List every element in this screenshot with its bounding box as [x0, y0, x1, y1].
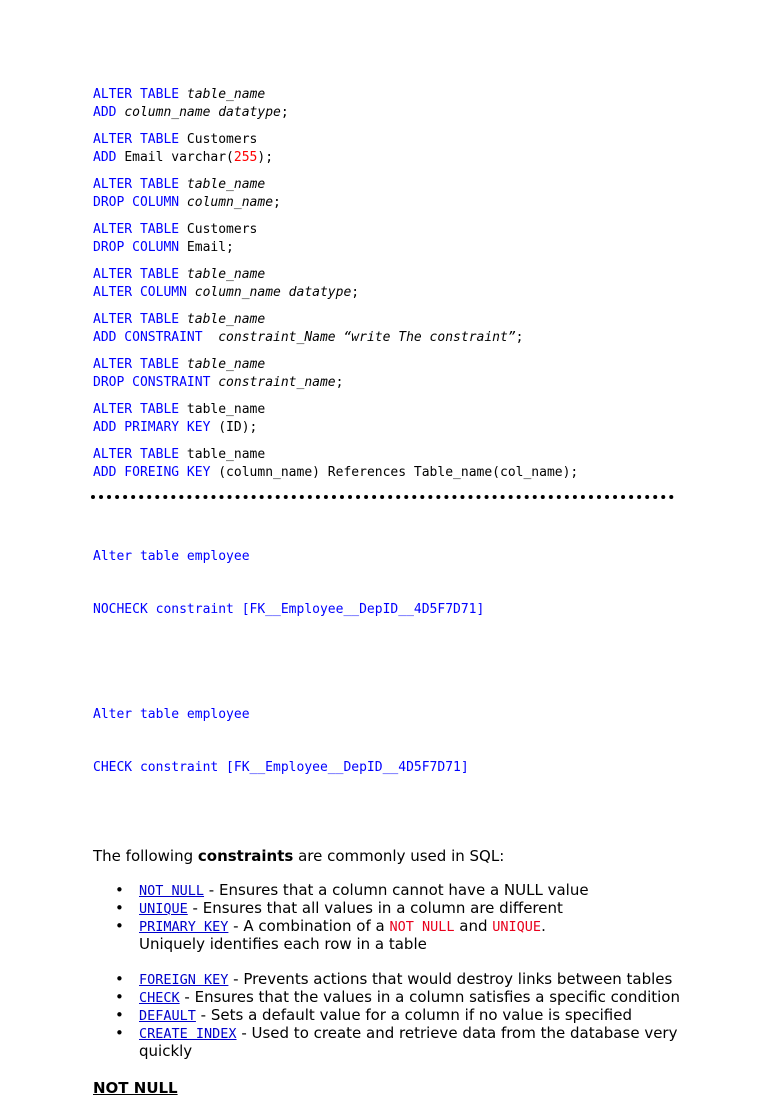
code-block	[93, 86, 693, 121]
code-token: ALTER TABLE	[93, 222, 187, 237]
code-token: (ID);	[218, 419, 258, 435]
code-line	[93, 221, 693, 239]
code-token: ADD PRIMARY KEY	[93, 419, 219, 435]
code-line	[93, 464, 693, 482]
intro-bold: constraints	[197, 847, 294, 865]
create-index-link[interactable]: CREATE INDEX	[139, 1026, 237, 1042]
code-token: ALTER TABLE	[93, 132, 187, 147]
code-token: ALTER TABLE	[93, 177, 187, 192]
code-line	[93, 194, 693, 212]
bullet-icon: •	[115, 1024, 124, 1042]
code-line	[93, 356, 693, 374]
code-token: table_name	[186, 87, 266, 102]
code-line: NOCHECK constraint [FK__Employee__DepID__4D5F7D71]	[93, 601, 485, 617]
code-token: ALTER TABLE	[93, 402, 187, 417]
code-token: constraint_Name “write The constraint”	[218, 329, 516, 345]
code-block	[93, 221, 693, 256]
section-heading: NOT NULL	[93, 1079, 178, 1097]
bullet-icon: •	[115, 988, 124, 1006]
code-line	[93, 266, 693, 284]
document-page	[93, 86, 693, 1097]
code-token: Email varchar(	[124, 149, 234, 165]
code-block	[93, 266, 693, 301]
code-token: table_name	[186, 267, 266, 282]
code-token: ALTER TABLE	[93, 357, 187, 372]
code-line	[93, 149, 693, 167]
code-line	[93, 104, 693, 122]
list-item: • CREATE INDEX - Used to create and retrieve data from the database very quickly	[115, 1024, 678, 1060]
bullet-icon: •	[115, 881, 124, 899]
code-token: ALTER TABLE	[93, 87, 187, 102]
nocheck-example	[93, 513, 693, 653]
code-token: 255	[233, 149, 258, 165]
foreign-key-link[interactable]: FOREIGN KEY	[139, 972, 229, 988]
code-token: ADD	[93, 149, 125, 165]
code-token: DROP CONSTRAINT	[93, 374, 219, 390]
bullet-icon: •	[115, 899, 124, 917]
dotted-divider	[91, 495, 674, 499]
code-block	[93, 401, 693, 436]
code-token: ADD	[93, 104, 125, 120]
code-token: ;	[335, 374, 344, 390]
list-item: • CHECK - Ensures that the values in a column satisfies a specific condition	[115, 988, 680, 1006]
code-token: ALTER TABLE	[93, 267, 187, 282]
unique-link[interactable]: UNIQUE	[139, 901, 188, 917]
list-item: • NOT NULL - Ensures that a column cannot have a NULL value	[115, 881, 589, 899]
sql-code-examples	[93, 86, 693, 481]
code-token: table_name	[186, 177, 266, 192]
code-token: column_name	[186, 194, 274, 210]
bullet-icon: •	[115, 1006, 124, 1024]
primary-key-link[interactable]: PRIMARY KEY	[139, 919, 229, 935]
code-block	[93, 131, 693, 166]
code-line	[93, 176, 693, 194]
code-line	[93, 284, 693, 302]
code-line: Alter table employee	[93, 707, 250, 722]
not-null-link[interactable]: NOT NULL	[139, 883, 205, 899]
list-item: • DEFAULT - Sets a default value for a column if no value is specified	[115, 1006, 632, 1024]
code-token: column_name datatype	[194, 284, 352, 300]
code-token: DROP COLUMN	[93, 194, 187, 210]
bullet-icon: •	[115, 917, 124, 935]
code-token: table_name	[186, 357, 266, 372]
code-line	[93, 329, 693, 347]
code-token: ALTER TABLE	[93, 447, 187, 462]
code-line	[93, 419, 693, 437]
code-token: Email;	[186, 239, 234, 255]
code-token: ;	[351, 284, 360, 300]
code-block	[93, 176, 693, 211]
code-line	[93, 311, 693, 329]
code-token: Customers	[186, 222, 258, 237]
intro-paragraph: The following constraints are commonly used in SQL:	[93, 847, 505, 865]
code-token: );	[257, 149, 274, 165]
list-item: • FOREIGN KEY - Prevents actions that would destroy links between tables	[115, 970, 673, 988]
check-example	[93, 671, 693, 811]
code-token: (column_name) References Table_name(col_name);	[218, 464, 579, 480]
code-token: ;	[273, 194, 281, 210]
code-block	[93, 311, 693, 346]
code-line	[93, 401, 693, 419]
code-block	[93, 356, 693, 391]
code-token: ALTER TABLE	[93, 312, 187, 327]
code-token: ALTER COLUMN	[93, 284, 195, 300]
code-token: DROP COLUMN	[93, 239, 187, 255]
code-token: table_name	[186, 447, 266, 462]
check-link[interactable]: CHECK	[139, 990, 180, 1006]
default-link[interactable]: DEFAULT	[139, 1008, 196, 1024]
code-block	[93, 446, 693, 481]
code-token: Customers	[186, 132, 258, 147]
code-line	[93, 131, 693, 149]
list-item: • UNIQUE - Ensures that all values in a column are different	[115, 899, 563, 917]
code-token: ADD FOREING KEY	[93, 464, 219, 480]
code-token: ;	[280, 104, 289, 120]
constraints-list	[93, 882, 693, 1060]
code-token: table_name	[186, 402, 266, 417]
list-item: • PRIMARY KEY - A combination of a NOT NULL and UNIQUE. Uniquely identifies each row in a table	[115, 917, 546, 953]
code-token: table_name	[186, 312, 266, 327]
code-line: Alter table employee	[93, 549, 250, 564]
code-line	[93, 446, 693, 464]
code-line: CHECK constraint [FK__Employee__DepID__4D5F7D71]	[93, 759, 469, 775]
code-line	[93, 239, 693, 257]
code-line	[93, 86, 693, 104]
bullet-icon: •	[115, 970, 124, 988]
code-line	[93, 374, 693, 392]
code-token: ;	[515, 329, 524, 345]
code-token: column_name datatype	[124, 104, 281, 120]
code-token: constraint_name	[218, 374, 336, 390]
code-token: ADD CONSTRAINT	[93, 329, 219, 345]
